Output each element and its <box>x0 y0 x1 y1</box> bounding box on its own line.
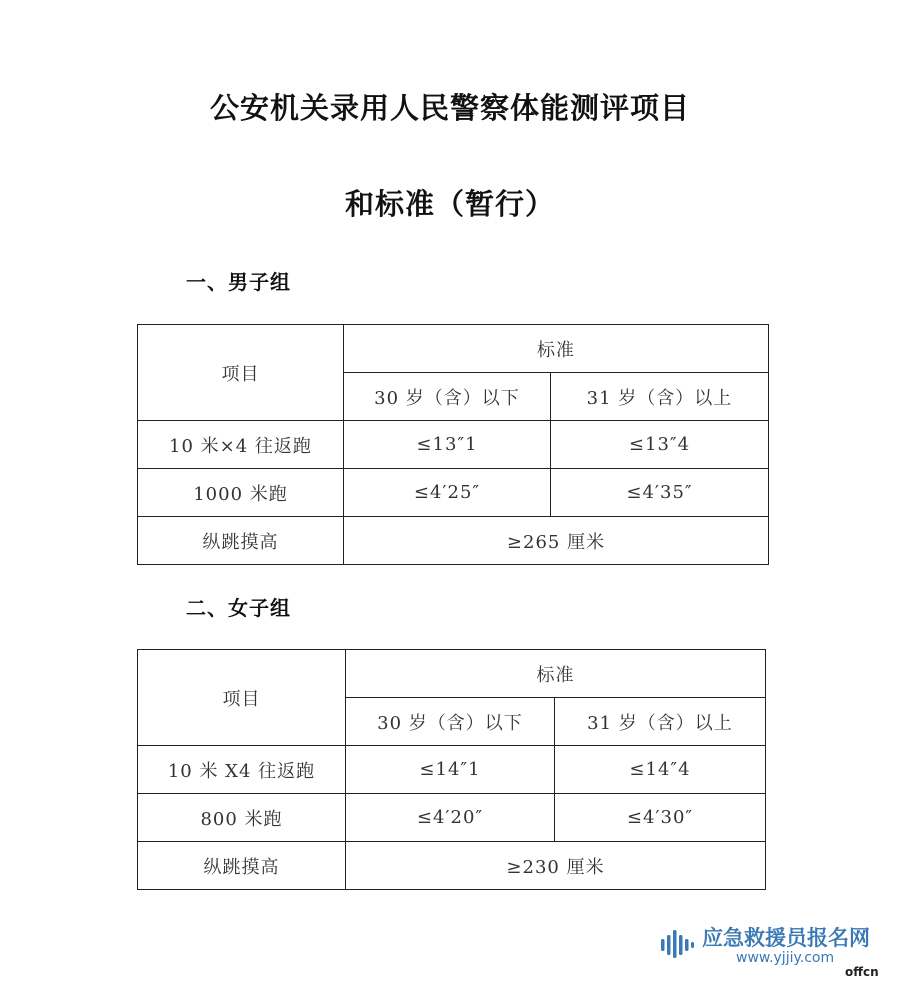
male-standards-table <box>137 324 769 565</box>
table-row <box>138 517 769 565</box>
male-group-heading: 一、男子组 <box>186 270 291 294</box>
age-over-31-header: 31 岁（含）以上 <box>555 698 766 746</box>
value-cell: ≤14″1 <box>346 746 555 794</box>
signal-bars-icon <box>660 926 696 960</box>
table-row <box>138 794 766 842</box>
item-header-cell: 项目 <box>138 325 344 421</box>
table-row <box>138 421 769 469</box>
value-cell: ≤13″1 <box>344 421 551 469</box>
document-title-line1: 公安机关录用人民警察体能测评项目 <box>209 91 690 125</box>
age-under-30-header: 30 岁（含）以下 <box>346 698 555 746</box>
table-header-row <box>138 325 769 373</box>
brand-label: offcn <box>845 965 879 979</box>
document-title-line2: 和标准（暂行） <box>344 187 555 221</box>
value-cell: ≤4′35″ <box>551 469 769 517</box>
item-cell: 10 米×4 往返跑 <box>138 421 344 469</box>
item-cell: 纵跳摸高 <box>138 517 344 565</box>
standard-header-cell: 标准 <box>346 650 766 698</box>
watermark-site-name: 应急救援员报名网 <box>702 926 870 950</box>
merged-value-cell: ≥265 厘米 <box>344 517 769 565</box>
table-header-row <box>138 650 766 698</box>
age-over-31-header: 31 岁（含）以上 <box>551 373 769 421</box>
value-cell: ≤4′20″ <box>346 794 555 842</box>
item-cell: 1000 米跑 <box>138 469 344 517</box>
watermark-url: www.yjjiy.com <box>736 950 835 966</box>
value-cell: ≤4′30″ <box>555 794 766 842</box>
age-under-30-header: 30 岁（含）以下 <box>344 373 551 421</box>
table-row <box>138 842 766 890</box>
table-row <box>138 469 769 517</box>
standard-header-cell: 标准 <box>344 325 769 373</box>
item-header-cell: 项目 <box>138 650 346 746</box>
table-row <box>138 746 766 794</box>
item-cell: 800 米跑 <box>138 794 346 842</box>
value-cell: ≤14″4 <box>555 746 766 794</box>
merged-value-cell: ≥230 厘米 <box>346 842 766 890</box>
item-cell: 纵跳摸高 <box>138 842 346 890</box>
female-group-heading: 二、女子组 <box>186 596 291 620</box>
item-cell: 10 米 X4 往返跑 <box>138 746 346 794</box>
female-standards-table <box>137 649 766 890</box>
value-cell: ≤4′25″ <box>344 469 551 517</box>
value-cell: ≤13″4 <box>551 421 769 469</box>
